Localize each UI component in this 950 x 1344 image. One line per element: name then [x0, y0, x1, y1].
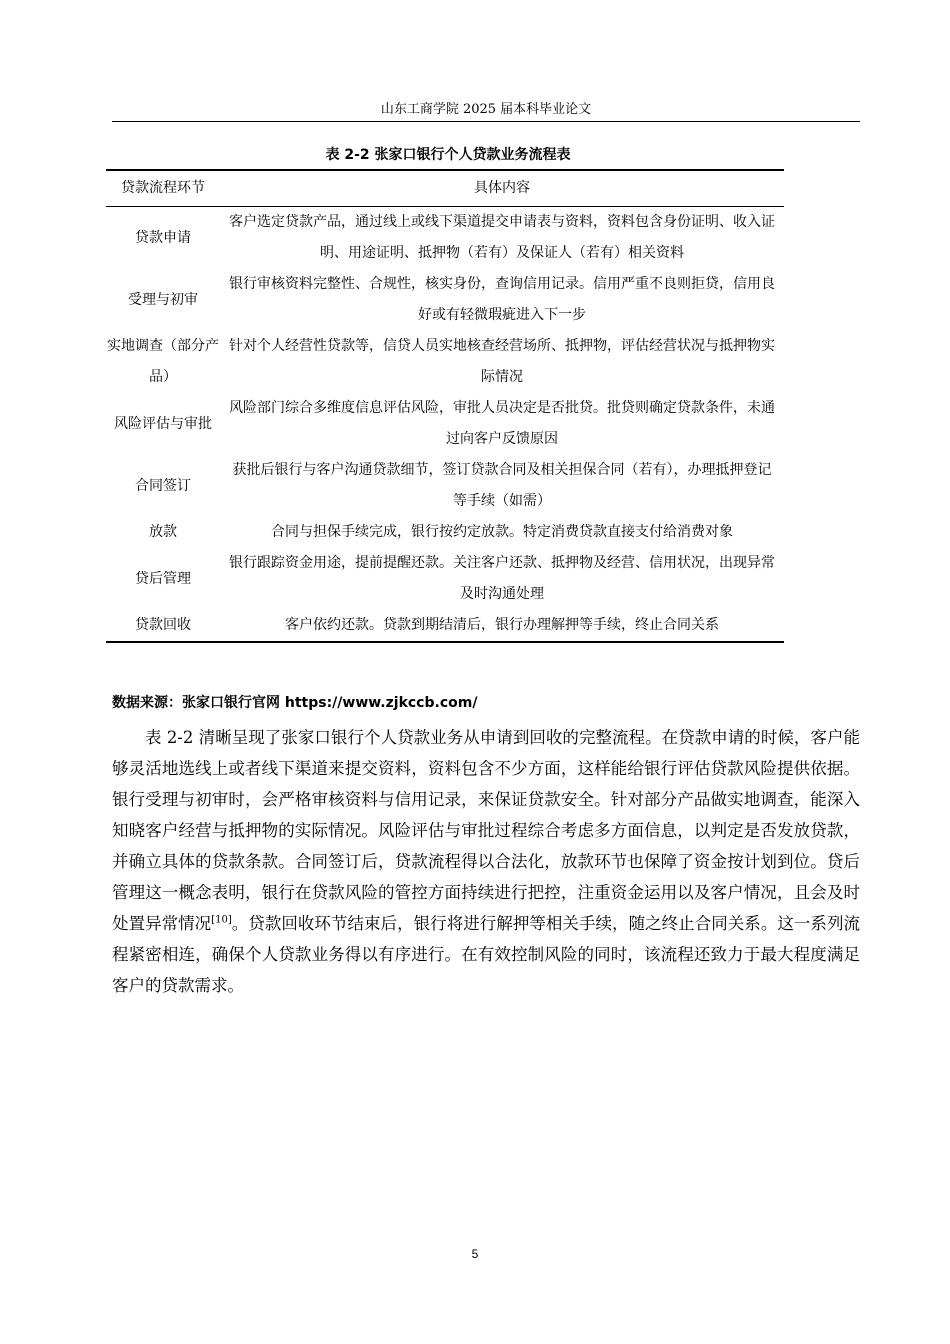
content-cell: 针对个人经营性贷款等，信贷人员实地核查经营场所、抵押物，评估经营状况与抵押物实际情况	[229, 338, 775, 385]
step-cell: 贷款回收	[135, 617, 191, 633]
table-row	[106, 331, 784, 393]
step-cell: 合同签订	[135, 477, 191, 494]
content-cell: 银行审核资料完整性、合规性，核实身份，查询信用记录。信用严重不良则拒贷，信用良好或有轻微瑕疵进入下一步	[229, 276, 775, 323]
table-row	[106, 548, 784, 610]
content-cell: 风险部门综合多维度信息评估风险，审批人员决定是否批贷。批贷则确定贷款条件，未通过向客户反馈原因	[229, 400, 775, 447]
citation-reference[interactable]: [10]	[211, 914, 232, 926]
table-row	[106, 455, 784, 517]
content-cell: 客户依约还款。贷款到期结清后，银行办理解押等手续，终止合同关系	[285, 617, 719, 633]
table-row	[106, 207, 784, 270]
table-caption: 表 2-2 张家口银行个人贷款业务流程表	[325, 147, 571, 163]
step-cell: 放款	[149, 524, 177, 540]
body-paragraph	[112, 722, 860, 1001]
table-row	[106, 517, 784, 548]
table-row	[106, 269, 784, 331]
column-header-content: 具体内容	[474, 180, 530, 196]
table-header-row	[106, 170, 784, 207]
page-number: 5	[471, 1247, 479, 1261]
column-header-step: 贷款流程环节	[121, 180, 205, 196]
content-cell: 银行跟踪资金用途，提前提醒还款。关注客户还款、抵押物及经营、信用状况，出现异常及时沟通处理	[229, 555, 775, 602]
loan-process-table	[106, 169, 784, 643]
step-cell: 受理与初审	[128, 291, 198, 308]
paragraph-text: 表 2-2 清晰呈现了张家口银行个人贷款业务从申请到回收的完整流程。在贷款申请的时候，客户能够灵活地选线上或者线下渠道来提交资料，资料包含不少方面，这样能给银行评估贷款风险提供依据。银行受理与初审时，会严格审核资料与信用记录，来保证贷款安全。针对部分产品做实地调查，能深入知晓客户经营与抵押物的实际情况。风险评估与审批过程综合考虑多方面信息，以判定是否发放贷款，并确立具体的贷款条款。合同签订后，贷款流程得以合法化，放款环节也保障了资金按计划到位。贷后管理这一概念表明，银行在贷款风险的管控方面持续进行把控，注重资金运用以及客户情况，且会及时处置异常情况	[112, 728, 860, 933]
data-source-note: 数据来源：张家口银行官网 https://www.zjkccb.com/	[112, 695, 478, 711]
paragraph-text: 。贷款回收环节结束后，银行将进行解押等相关手续，随之终止合同关系。这一系列流程紧密相连，确保个人贷款业务得以有序进行。在有效控制风险的同时，该流程还致力于最大程度满足客户的贷款需求。	[112, 914, 861, 995]
content-cell: 客户选定贷款产品，通过线上或线下渠道提交申请表与资料，资料包含身份证明、收入证明、用途证明、抵押物（若有）及保证人（若有）相关资料	[229, 214, 775, 261]
page-header: 山东工商学院 2025 届本科毕业论文	[380, 102, 592, 117]
table-row	[106, 610, 784, 642]
step-cell: 贷后管理	[135, 570, 191, 587]
step-cell: 实地调查（部分产品）	[107, 338, 219, 385]
content-cell: 合同与担保手续完成，银行按约定放款。特定消费贷款直接支付给消费对象	[271, 524, 733, 540]
step-cell: 风险评估与审批	[114, 415, 212, 432]
header-rule	[112, 121, 860, 122]
content-cell: 获批后银行与客户沟通贷款细节，签订贷款合同及相关担保合同（若有），办理抵押登记等手续（如需）	[232, 462, 772, 509]
step-cell: 贷款申请	[135, 229, 191, 246]
table-row	[106, 393, 784, 455]
